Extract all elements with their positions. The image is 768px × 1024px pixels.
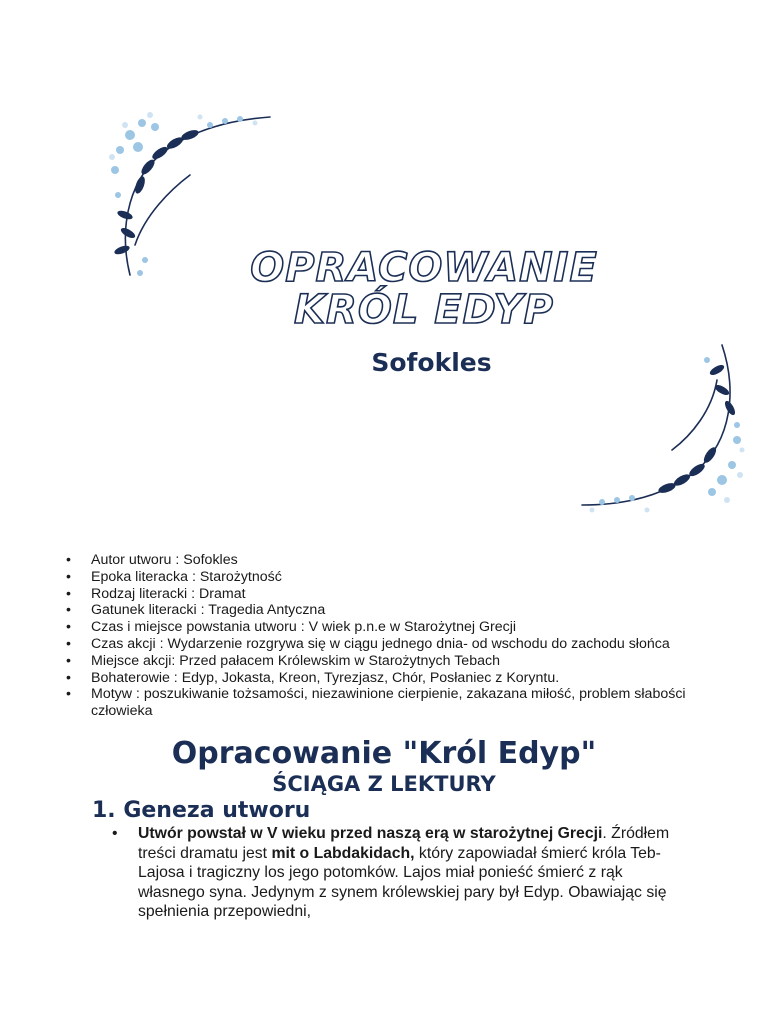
metadata-item: • Gatunek literacki : Tragedia Antyczna — [66, 602, 706, 619]
bullet-icon: • — [112, 825, 118, 842]
metadata-item: • Czas akcji : Wydarzenie rozgrywa się w ciągu jednego dnia- od wschodu do zachodu słońca — [66, 636, 706, 653]
cover-title-line-1: OPRACOWANIE — [250, 245, 598, 291]
paragraph-text-1: . Źródłem treści dramatu jest — [138, 825, 670, 862]
metadata-item: • Czas i miejsce powstania utworu : V wiek p.n.e w Starożytnej Grecji — [66, 619, 706, 636]
paragraph-text — [138, 824, 672, 922]
paragraph-bold-2: mit o Labdakidach, — [271, 844, 415, 862]
metadata-item: • Bohaterowie : Edyp, Jokasta, Kreon, Tyrezjasz, Chór, Posłaniec z Koryntu. — [66, 670, 706, 687]
metadata-item: • Autor utworu : Sofokles — [66, 552, 706, 569]
section-paragraph — [112, 824, 672, 922]
metadata-item: • Motyw : poszukiwanie tożsamości, niezawinione cierpienie, zakazana miłość, problem słabości człowieka — [66, 686, 706, 720]
cover-author: Sofokles — [371, 348, 492, 377]
sub-heading: ŚCIĄGA Z LEKTURY — [272, 772, 496, 796]
paragraph-bold-1: Utwór powstał w V wieku przed naszą erą w starożytnej Grecji — [138, 825, 603, 842]
main-heading: Opracowanie "Król Edyp" — [171, 736, 597, 771]
metadata-item: • Rodzaj literacki : Dramat — [66, 586, 706, 603]
metadata-item: • Epoka literacka : Starożytność — [66, 569, 706, 586]
section-heading: 1. Geneza utworu — [92, 798, 311, 823]
cover-title-line-2: KRÓL EDYP — [294, 287, 554, 333]
metadata-item: • Miejsce akcji: Przed pałacem Królewskim w Starożytnych Tebach — [66, 653, 706, 670]
metadata-list — [66, 552, 706, 720]
paragraph-text-2: który zapowiadał śmierć króla Teb- Lajosa i tragiczny los jego potomków. Lajos miał ponieść śmierć z rąk własnego syna. Jedynym z synem królewskiej pary był Edyp. Obawiając się spełnienia przepowiedni, — [138, 844, 667, 921]
